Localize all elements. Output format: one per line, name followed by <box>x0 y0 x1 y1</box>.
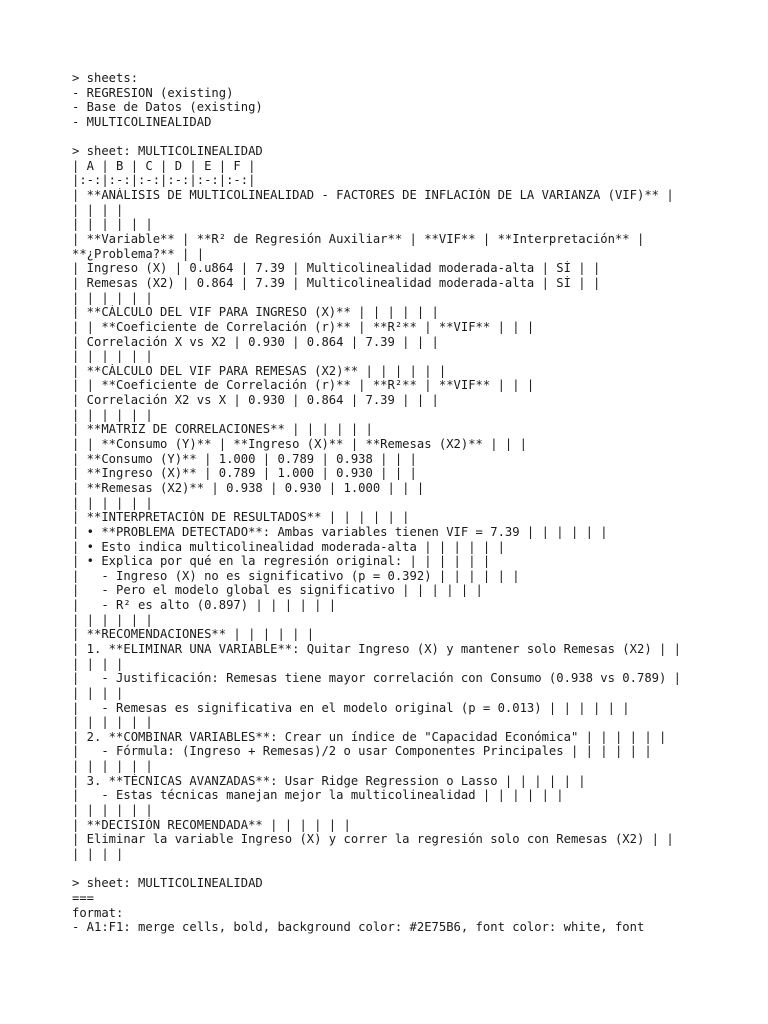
text-line: | - Fórmula: (Ingreso + Remesas)/2 o usar Componentes Principales | | | | | | <box>72 744 652 759</box>
text-line: | | **Coeficiente de Correlación (r)** | **R²** | **VIF** | | | <box>72 319 535 334</box>
text-line: | **INTERPRETACIÓN DE RESULTADOS** | | | | | | <box>72 510 410 525</box>
text-line: | Ingreso (X) | 0.u864 | 7.39 | Multicolinealidad moderada-alta | SÍ | | <box>72 261 601 276</box>
text-line: | | | | <box>72 846 124 861</box>
text-line: | 2. **COMBINAR VARIABLES**: Crear un índice de "Capacidad Económica" | | | | | | <box>72 729 667 744</box>
text-line: | • **PROBLEMA DETECTADO**: Ambas variables tienen VIF = 7.39 | | | | | | <box>72 524 608 539</box>
text-line: | | | | | | <box>72 290 153 305</box>
text-line <box>72 862 752 877</box>
text-line: | A | B | C | D | E | F | <box>72 158 256 173</box>
text-line: | 1. **ELIMINAR UNA VARIABLE**: Quitar Ingreso (X) y mantener solo Remesas (X2) | | <box>72 641 682 656</box>
text-line: | Correlación X2 vs X | 0.930 | 0.864 | 7.39 | | | <box>72 393 439 408</box>
text-line: | **DECISIÓN RECOMENDADA** | | | | | | <box>72 817 351 832</box>
document-text <box>72 71 752 935</box>
text-line: | Correlación X vs X2 | 0.930 | 0.864 | 7.39 | | | <box>72 334 439 349</box>
text-line: | | | | <box>72 656 124 671</box>
text-line: | - Pero el modelo global es significativo | | | | | | <box>72 583 483 598</box>
text-line: | | | | | | <box>72 349 153 364</box>
text-line <box>72 130 752 145</box>
text-line: | • Esto indica multicolinealidad moderada-alta | | | | | | <box>72 539 505 554</box>
text-line: | | | | <box>72 685 124 700</box>
text-line: | | **Coeficiente de Correlación (r)** | **R²** | **VIF** | | | <box>72 378 535 393</box>
text-line: | **CÁLCULO DEL VIF PARA INGRESO (X)** | | | | | | <box>72 305 439 320</box>
text-line: | **Ingreso (X)** | 0.789 | 1.000 | 0.930 | | | <box>72 466 417 481</box>
text-line: > sheets: <box>72 71 139 85</box>
text-line: | • Explica por qué en la regresión original: | | | | | | <box>72 554 491 569</box>
text-line: | | | | | | <box>72 217 153 232</box>
text-line: | - Ingreso (X) no es significativo (p = 0.392) | | | | | | <box>72 568 520 583</box>
text-line: | 3. **TÉCNICAS AVANZADAS**: Usar Ridge Regression o Lasso | | | | | | <box>72 773 586 788</box>
text-line: | Eliminar la variable Ingreso (X) y correr la regresión solo con Remesas (X2) | | <box>72 832 674 847</box>
text-line: | - Justificación: Remesas tiene mayor correlación con Consumo (0.938 vs 0.789) | <box>72 671 682 686</box>
text-line: === <box>72 890 95 905</box>
text-line: > sheet: MULTICOLINEALIDAD <box>72 144 263 159</box>
text-line: > sheet: MULTICOLINEALIDAD <box>72 876 263 891</box>
text-line: | | | | <box>72 202 124 217</box>
text-line: | | | | | | <box>72 715 153 730</box>
text-line: | - Estas técnicas manejan mejor la multicolinealidad | | | | | | <box>72 788 564 803</box>
text-line: format: <box>72 905 124 920</box>
text-line: | | | | | | <box>72 407 153 422</box>
text-line: | - R² es alto (0.897) | | | | | | <box>72 598 337 613</box>
text-line: | **Variable** | **R² de Regresión Auxiliar** | **VIF** | **Interpretación** | <box>72 232 645 247</box>
text-line: |:-:|:-:|:-:|:-:|:-:|:-:| <box>72 173 256 188</box>
text-line: - MULTICOLINEALIDAD <box>72 114 212 129</box>
text-line: | **MATRIZ DE CORRELACIONES** | | | | | | <box>72 422 373 437</box>
text-line: - A1:F1: merge cells, bold, background color: #2E75B6, font color: white, font <box>72 920 645 935</box>
text-line: | **CÁLCULO DEL VIF PARA REMESAS (X2)** | | | | | | <box>72 363 447 378</box>
text-line: | | | | | | <box>72 612 153 627</box>
text-line: | | | | | | <box>72 759 153 774</box>
text-line: | **Consumo (Y)** | 1.000 | 0.789 | 0.938 | | | <box>72 451 417 466</box>
text-line: | | | | | | <box>72 803 153 818</box>
text-line: | | **Consumo (Y)** | **Ingreso (X)** | **Remesas (X2)** | | | <box>72 437 527 452</box>
text-line: | | | | | | <box>72 495 153 510</box>
text-line: **¿Problema?** | | <box>72 246 205 261</box>
text-line: - REGRESION (existing) <box>72 85 234 100</box>
text-line: | **Remesas (X2)** | 0.938 | 0.930 | 1.000 | | | <box>72 480 425 495</box>
text-line: | **ANÁLISIS DE MULTICOLINEALIDAD - FACTORES DE INFLACIÓN DE LA VARIANZA (VIF)** | <box>72 188 674 203</box>
text-line: | **RECOMENDACIONES** | | | | | | <box>72 627 315 642</box>
text-line: | Remesas (X2) | 0.864 | 7.39 | Multicolinealidad moderada-alta | SÍ | | <box>72 275 601 290</box>
text-line: | - Remesas es significativa en el modelo original (p = 0.013) | | | | | | <box>72 700 630 715</box>
text-line: - Base de Datos (existing) <box>72 100 263 115</box>
